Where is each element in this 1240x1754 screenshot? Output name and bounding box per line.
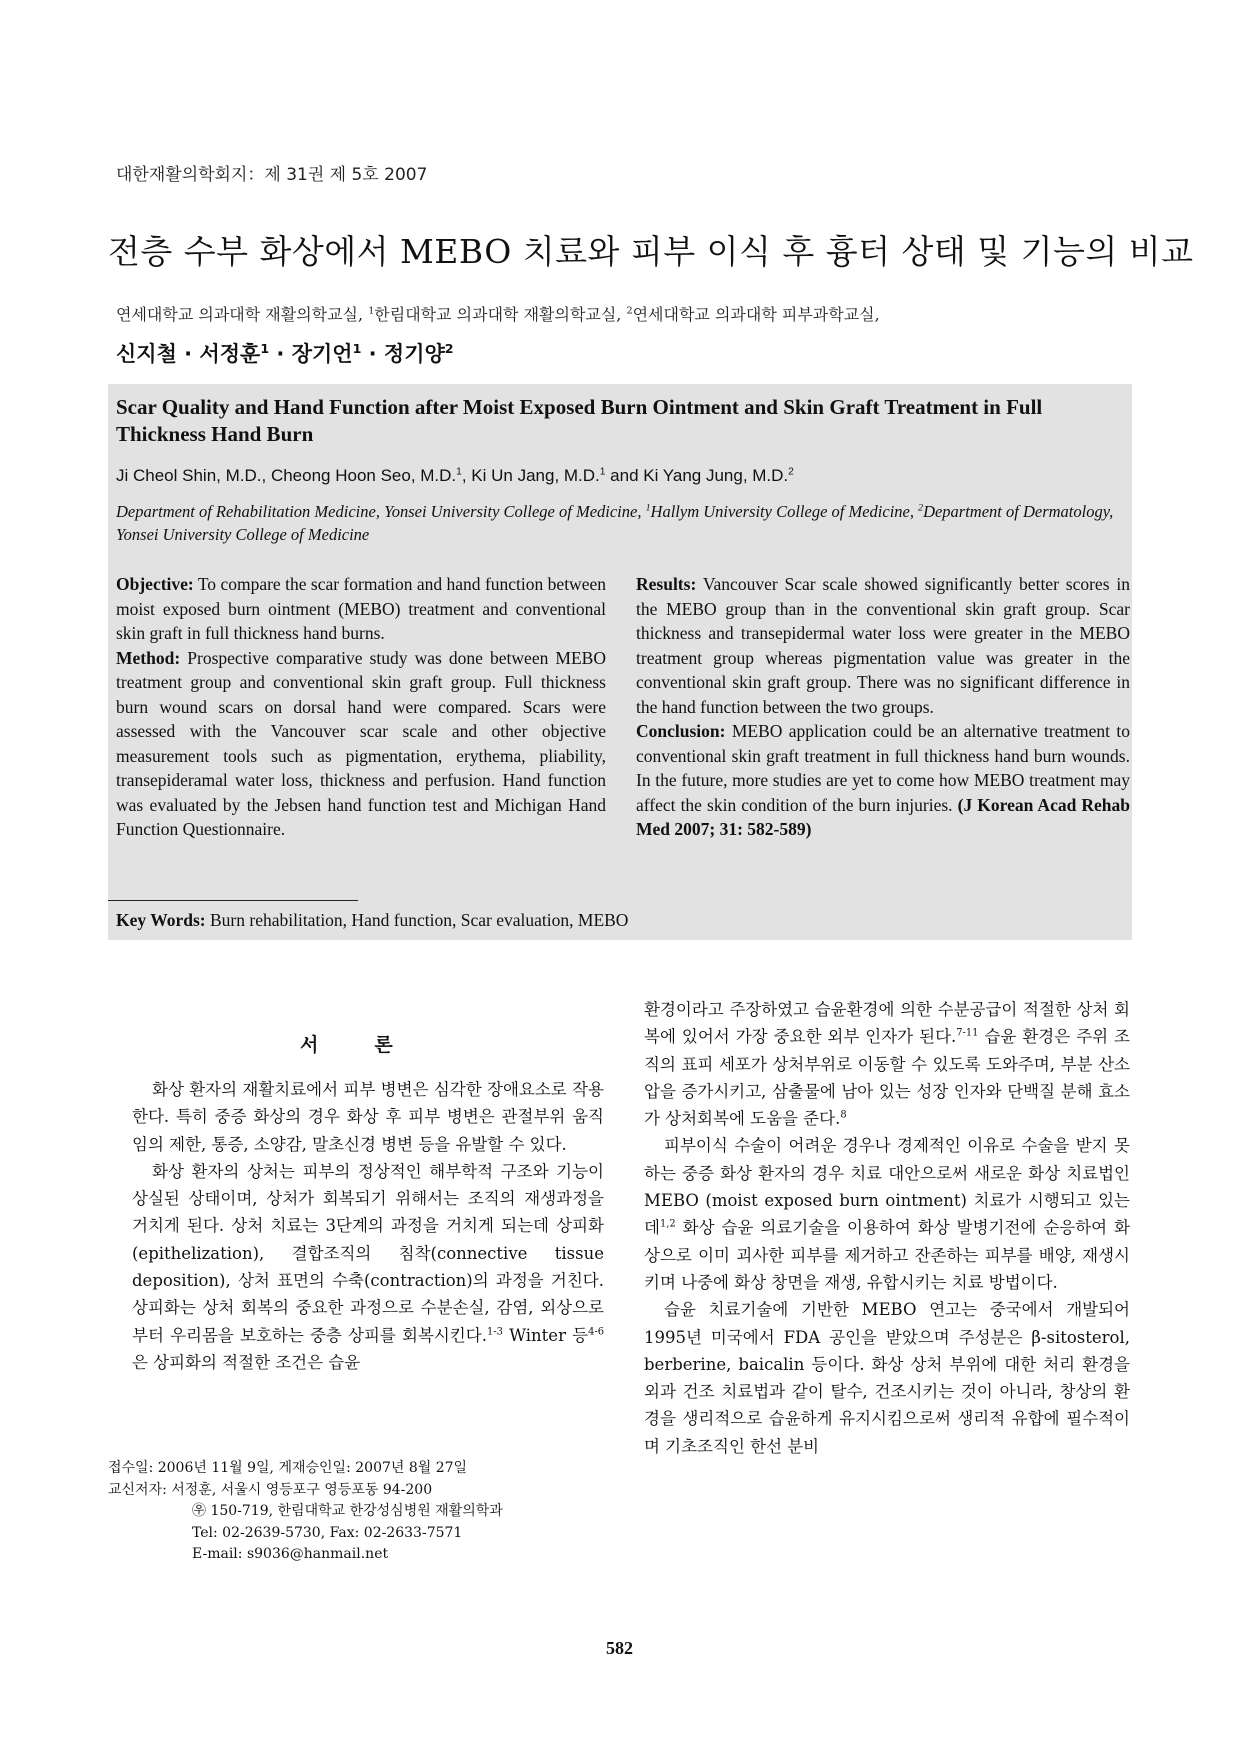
body-right-column — [644, 996, 1130, 1460]
abstract-results — [636, 572, 1130, 719]
abstract-divider — [108, 900, 358, 901]
body-paragraph: 화상 환자의 재활치료에서 피부 병변은 심각한 장애요소로 작용한다. 특히 중증 화상의 경우 화상 후 피부 병변은 관절부위 움직임의 제한, 통증, 소양감, 말초신경 병변 등을 유발할 수 있다. — [132, 1080, 604, 1154]
english-affiliation — [116, 500, 1128, 546]
abstract-conclusion — [636, 719, 1130, 842]
results-text: Vancouver Scar scale showed significantly better scores in the MEBO group than in the conventional skin graft group. Scar thickness and transepidermal water loss were greater in the MEBO treatment group whereas pigmentation value was greater in the conventional skin graft group. There was no significant difference in the hand function between the two groups. — [636, 574, 1130, 717]
author-text: and Ki Yang Jung, M.D. — [605, 466, 789, 485]
body-text: 피부이식 수술이 어려운 경우나 경제적인 이유로 수술을 받지 못하는 중증 화상 환자의 경우 치료 대안으로써 새로운 화상 치료법인 MEBO (moist exposed burn ointment) 치료가 시행되고 있는데 — [644, 1136, 1130, 1238]
affil-sup: 1 — [645, 502, 651, 514]
affil-text: 연세대학교 의과대학 재활의학교실, — [116, 305, 369, 324]
body-paragraph — [644, 1132, 1130, 1296]
affil-text: 연세대학교 의과대학 피부과학교실, — [632, 305, 880, 324]
korean-affiliations — [116, 302, 880, 325]
citation-sup: 8 — [840, 1109, 847, 1121]
citation-sup: 1-3 — [487, 1326, 503, 1338]
keywords — [116, 910, 628, 931]
conclusion-label: Conclusion: — [636, 721, 726, 741]
body-left-column — [132, 1076, 604, 1376]
method-text: Prospective comparative study was done between MEBO treatment group and conventional skin graft group. Full thickness burn wound scars on dorsal hand were compared. Scars were assessed with the Vancouver scar scale and other objective measurement tools such as pigmentation, erythema, pliability, transepideramal water loss, thickness and perfusion. Hand function was evaluated by the Jebsen hand function test and Michigan Hand Function Questionnaire. — [116, 647, 606, 839]
footnote-phone: Tel: 02-2639-5730, Fax: 02-2633-7571 — [192, 1524, 463, 1541]
author-text: · 장기언 — [269, 342, 353, 366]
english-authors — [116, 466, 794, 486]
body-text: 환경이라고 주장하였고 습윤환경에 의한 수분공급이 적절한 상처 회복에 있어서 가장 중요한 외부 인자가 된다. — [644, 1000, 1130, 1047]
footnote-received: 접수일: 2006년 11월 9일, 게재승인일: 2007년 8월 27일 — [108, 1460, 468, 1476]
affil-sup: 2 — [918, 502, 924, 514]
author-sup: 1 — [352, 341, 362, 356]
body-text: 은 상피화의 적절한 조건은 습윤 — [132, 1352, 361, 1372]
affil-text: 한림대학교 의과대학 재활의학교실, — [374, 305, 627, 324]
results-label: Results: — [636, 574, 697, 594]
citation-sup: 7-11 — [956, 1027, 979, 1039]
body-text: 습윤 환경은 주위 조직의 표피 세포가 상처부위로 이동할 수 있도록 도와주며, 부분 산소압을 증가시키고, 삼출물에 남아 있는 성장 인자와 단백질 분해 효소가 상처회복에 도움을 준다. — [644, 1027, 1130, 1129]
affil-sup: 1 — [368, 305, 375, 317]
body-paragraph — [644, 996, 1130, 1132]
body-text: Winter 등 — [502, 1325, 589, 1345]
author-text: Ji Cheol Shin, M.D., Cheong Hoon Seo, M.D. — [116, 466, 457, 485]
korean-authors — [116, 338, 454, 368]
section-heading: 서론 — [300, 1034, 449, 1056]
author-text: , Ki Un Jang, M.D. — [461, 466, 600, 485]
conclusion-text: MEBO application could be an alternative treatment to conventional skin graft treatment in full thickness hand burn wounds. In the future, more studies are yet to come how MEBO treatment may affect the skin condition of the burn injuries. — [636, 721, 1130, 815]
body-paragraph: 습윤 치료기술에 기반한 MEBO 연고는 중국에서 개발되어 1995년 미국에서 FDA 공인을 받았으며 주성분은 β-sitosterol, berberine, baicalin 등이다. 화상 상처 부위에 대한 처리 환경을 외과 건조 치료법과 같이 탈수, 건조시키는 것이 아니라, 창상의 환경을 생리적으로 습윤하게 유지시킴으로써 생리적 유합에 필수적이며 기초조직인 한선 분비 — [644, 1300, 1130, 1456]
author-sup: 2 — [444, 341, 454, 356]
body-text: 화상 환자의 상처는 피부의 정상적인 해부학적 구조와 기능이 상실된 상태이며, 상처가 회복되기 위해서는 조직의 재생과정을 거치게 된다. 상처 치료는 3단계의 과정을 거치게 되는데 상피화(epithelization), 결합조직의 침착(connective tissue deposition), 상처 표면의 수축(contraction)의 과정을 거친다. 상피화는 상처 회복의 중요한 과정으로 수분손실, 감염, 외상으로부터 우리몸을 보호하는 중층 상피를 회복시킨다. — [132, 1161, 604, 1345]
footnote-address: ㉾ 150-719, 한림대학교 한강성심병원 재활의학과 — [192, 1503, 503, 1519]
abstract-right-column — [636, 572, 1130, 842]
page-number: 582 — [606, 1638, 633, 1658]
keywords-text: Burn rehabilitation, Hand function, Scar evaluation, MEBO — [205, 910, 629, 930]
objective-text: To compare the scar formation and hand function between moist exposed burn ointment (MEBO) treatment and conventional skin graft in full thickness hand burns. — [116, 574, 606, 643]
author-sup: 1 — [599, 466, 606, 478]
objective-label: Objective: — [116, 574, 194, 594]
citation-sup: 1,2 — [659, 1218, 676, 1230]
citation-sup: 4-6 — [588, 1326, 604, 1338]
keywords-label: Key Words: — [116, 910, 206, 930]
body-text: 화상 습윤 의료기술을 이용하여 화상 발병기전에 순응하여 화상으로 이미 괴사한 피부를 제거하고 잔존하는 피부를 배양, 재생시키며 나중에 화상 창면을 재생, 유합시키는 치료 방법이다. — [644, 1218, 1130, 1292]
footnote-email: E-mail: s9036@hanmail.net — [192, 1546, 389, 1562]
abstract-objective — [116, 572, 606, 646]
english-title: Scar Quality and Hand Function after Moist Exposed Burn Ointment and Skin Graft Treatment in Full Thickness Hand Burn — [116, 395, 1043, 446]
affil-sup: 2 — [626, 305, 633, 317]
author-text: · 정기양 — [361, 342, 445, 366]
korean-title: 전층 수부 화상에서 MEBO 치료와 피부 이식 후 흉터 상태 및 기능의 비교 — [108, 232, 1194, 271]
abstract-left-column — [116, 572, 606, 842]
correspondence-footnote — [108, 1458, 608, 1566]
author-sup: 1 — [260, 341, 270, 356]
method-label: Method: — [116, 647, 181, 668]
affil-text: Department of Dermatology, Yonsei University College of Medicine — [116, 502, 1114, 544]
affil-text: Department of Rehabilitation Medicine, Yonsei University College of Medicine, — [116, 502, 646, 521]
abstract-method — [116, 646, 606, 842]
citation: (J Korean Acad Rehab Med 2007; 31: 582-589) — [636, 794, 1131, 839]
footnote-corresponding-author: 교신저자: 서정훈, 서울시 영등포구 영등포동 94-200 — [108, 1481, 433, 1498]
journal-header: 대한재활의학회지：제 31권 제 5호 2007 — [116, 165, 428, 185]
author-sup: 2 — [788, 466, 794, 478]
body-paragraph — [132, 1158, 604, 1376]
author-text: 신지철 · 서정훈 — [116, 342, 261, 366]
author-sup: 1 — [456, 466, 462, 478]
affil-text: Hallym University College of Medicine, — [650, 502, 919, 521]
